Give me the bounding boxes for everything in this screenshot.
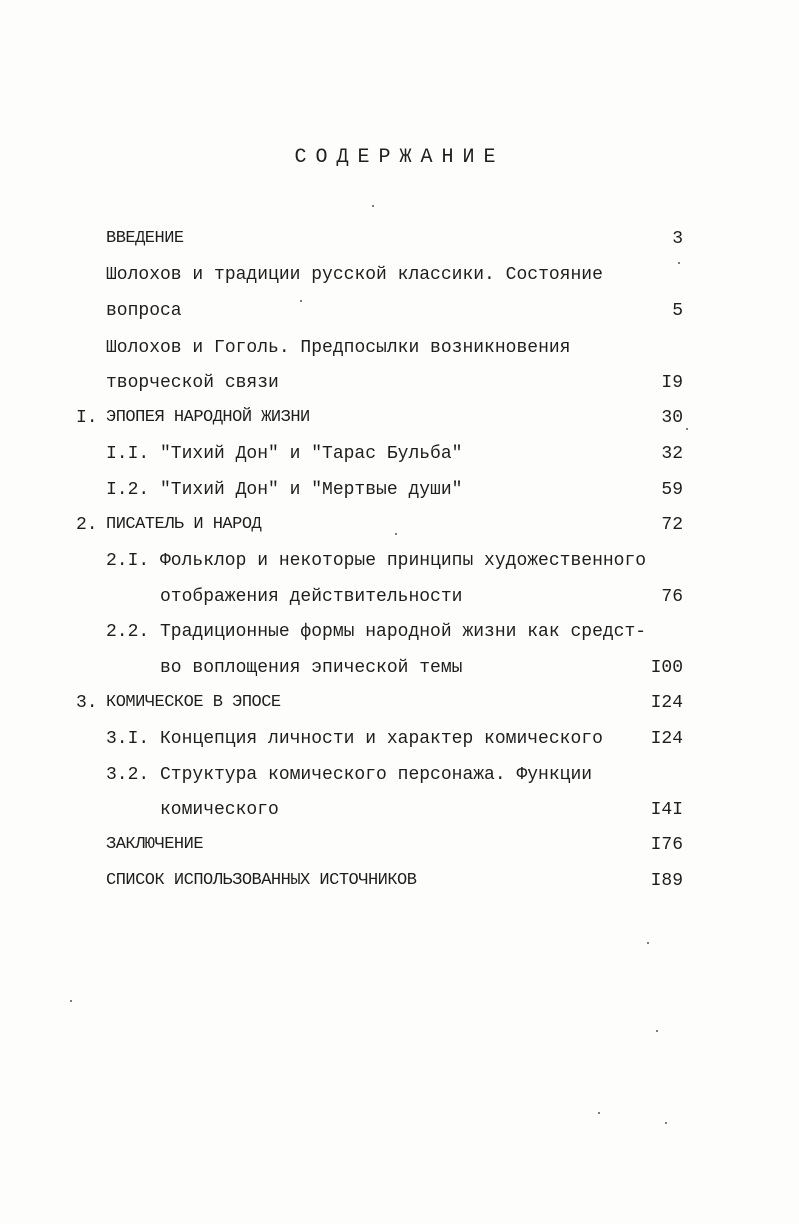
- scan-speck: [598, 1112, 600, 1114]
- toc-entry-page: I4I: [650, 800, 683, 820]
- toc-entry-number: 3.: [76, 693, 98, 713]
- toc-entry-text: ЭПОПЕЯ НАРОДНОЙ ЖИЗНИ: [106, 408, 310, 427]
- toc-entry-number: 2.2.: [106, 622, 150, 642]
- toc-entry-text: ВВЕДЕНИЕ: [106, 229, 184, 248]
- toc-entry-text: во воплощения эпической темы: [160, 658, 463, 678]
- toc-entry-page: 5: [672, 301, 683, 321]
- toc-entry-number: 2.: [76, 515, 98, 535]
- toc-entry-page: I00: [650, 658, 683, 678]
- toc-entry-page: 30: [661, 408, 683, 428]
- scan-speck: [395, 533, 397, 535]
- toc-entry-page: 3: [672, 229, 683, 249]
- page-title: СОДЕРЖАНИЕ: [294, 146, 505, 169]
- scan-speck: [656, 1030, 658, 1032]
- toc-entry-text: вопроса: [106, 301, 182, 321]
- toc-entry-number: 2.I.: [106, 551, 150, 571]
- toc-entry-text: "Тихий Дон" и "Тарас Бульба": [160, 444, 463, 464]
- toc-entry-text: "Тихий Дон" и "Мертвые души": [160, 480, 463, 500]
- toc-entry-number: I.I.: [106, 444, 150, 464]
- toc-entry-text: Шолохов и традиции русской классики. Состояние: [106, 265, 603, 285]
- toc-entry-text: Структура комического персонажа. Функции: [160, 765, 593, 785]
- toc-entry-number: I.: [76, 408, 98, 428]
- scan-speck: [372, 205, 374, 207]
- toc-entry-text: отображения действительности: [160, 587, 463, 607]
- toc-entry-text: Фольклор и некоторые принципы художественного: [160, 551, 647, 571]
- scan-speck: [300, 300, 302, 302]
- toc-entry-page: I89: [650, 871, 683, 891]
- toc-entry-page: I24: [650, 729, 683, 749]
- toc-entry-text: СПИСОК ИСПОЛЬЗОВАННЫХ ИСТОЧНИКОВ: [106, 871, 417, 890]
- toc-entry-text: ПИСАТЕЛЬ И НАРОД: [106, 515, 262, 534]
- toc-entry-page: 32: [661, 444, 683, 464]
- scan-speck: [70, 1000, 72, 1002]
- toc-entry-text: Концепция личности и характер комического: [160, 729, 603, 749]
- scan-speck: [647, 942, 649, 944]
- toc-entry-page: 76: [661, 587, 683, 607]
- toc-entry-number: 3.2.: [106, 765, 150, 785]
- toc-entry-text: Традиционные формы народной жизни как средст-: [160, 622, 647, 642]
- scan-speck: [678, 262, 680, 264]
- toc-entry-text: комического: [160, 800, 279, 820]
- scan-speck: [686, 428, 688, 430]
- toc-entry-text: ЗАКЛЮЧЕНИЕ: [106, 835, 204, 854]
- toc-entry-page: 72: [661, 515, 683, 535]
- toc-entry-text: КОМИЧЕСКОЕ В ЭПОСЕ: [106, 693, 281, 712]
- toc-entry-text: Шолохов и Гоголь. Предпосылки возникновения: [106, 338, 571, 358]
- toc-entry-page: I24: [650, 693, 683, 713]
- toc-entry-page: I9: [661, 373, 683, 393]
- toc-entry-text: творческой связи: [106, 373, 279, 393]
- toc-entry-number: 3.I.: [106, 729, 150, 749]
- toc-entry-page: 59: [661, 480, 683, 500]
- toc-entry-number: I.2.: [106, 480, 150, 500]
- scan-speck: [665, 1122, 667, 1124]
- toc-entry-page: I76: [650, 835, 683, 855]
